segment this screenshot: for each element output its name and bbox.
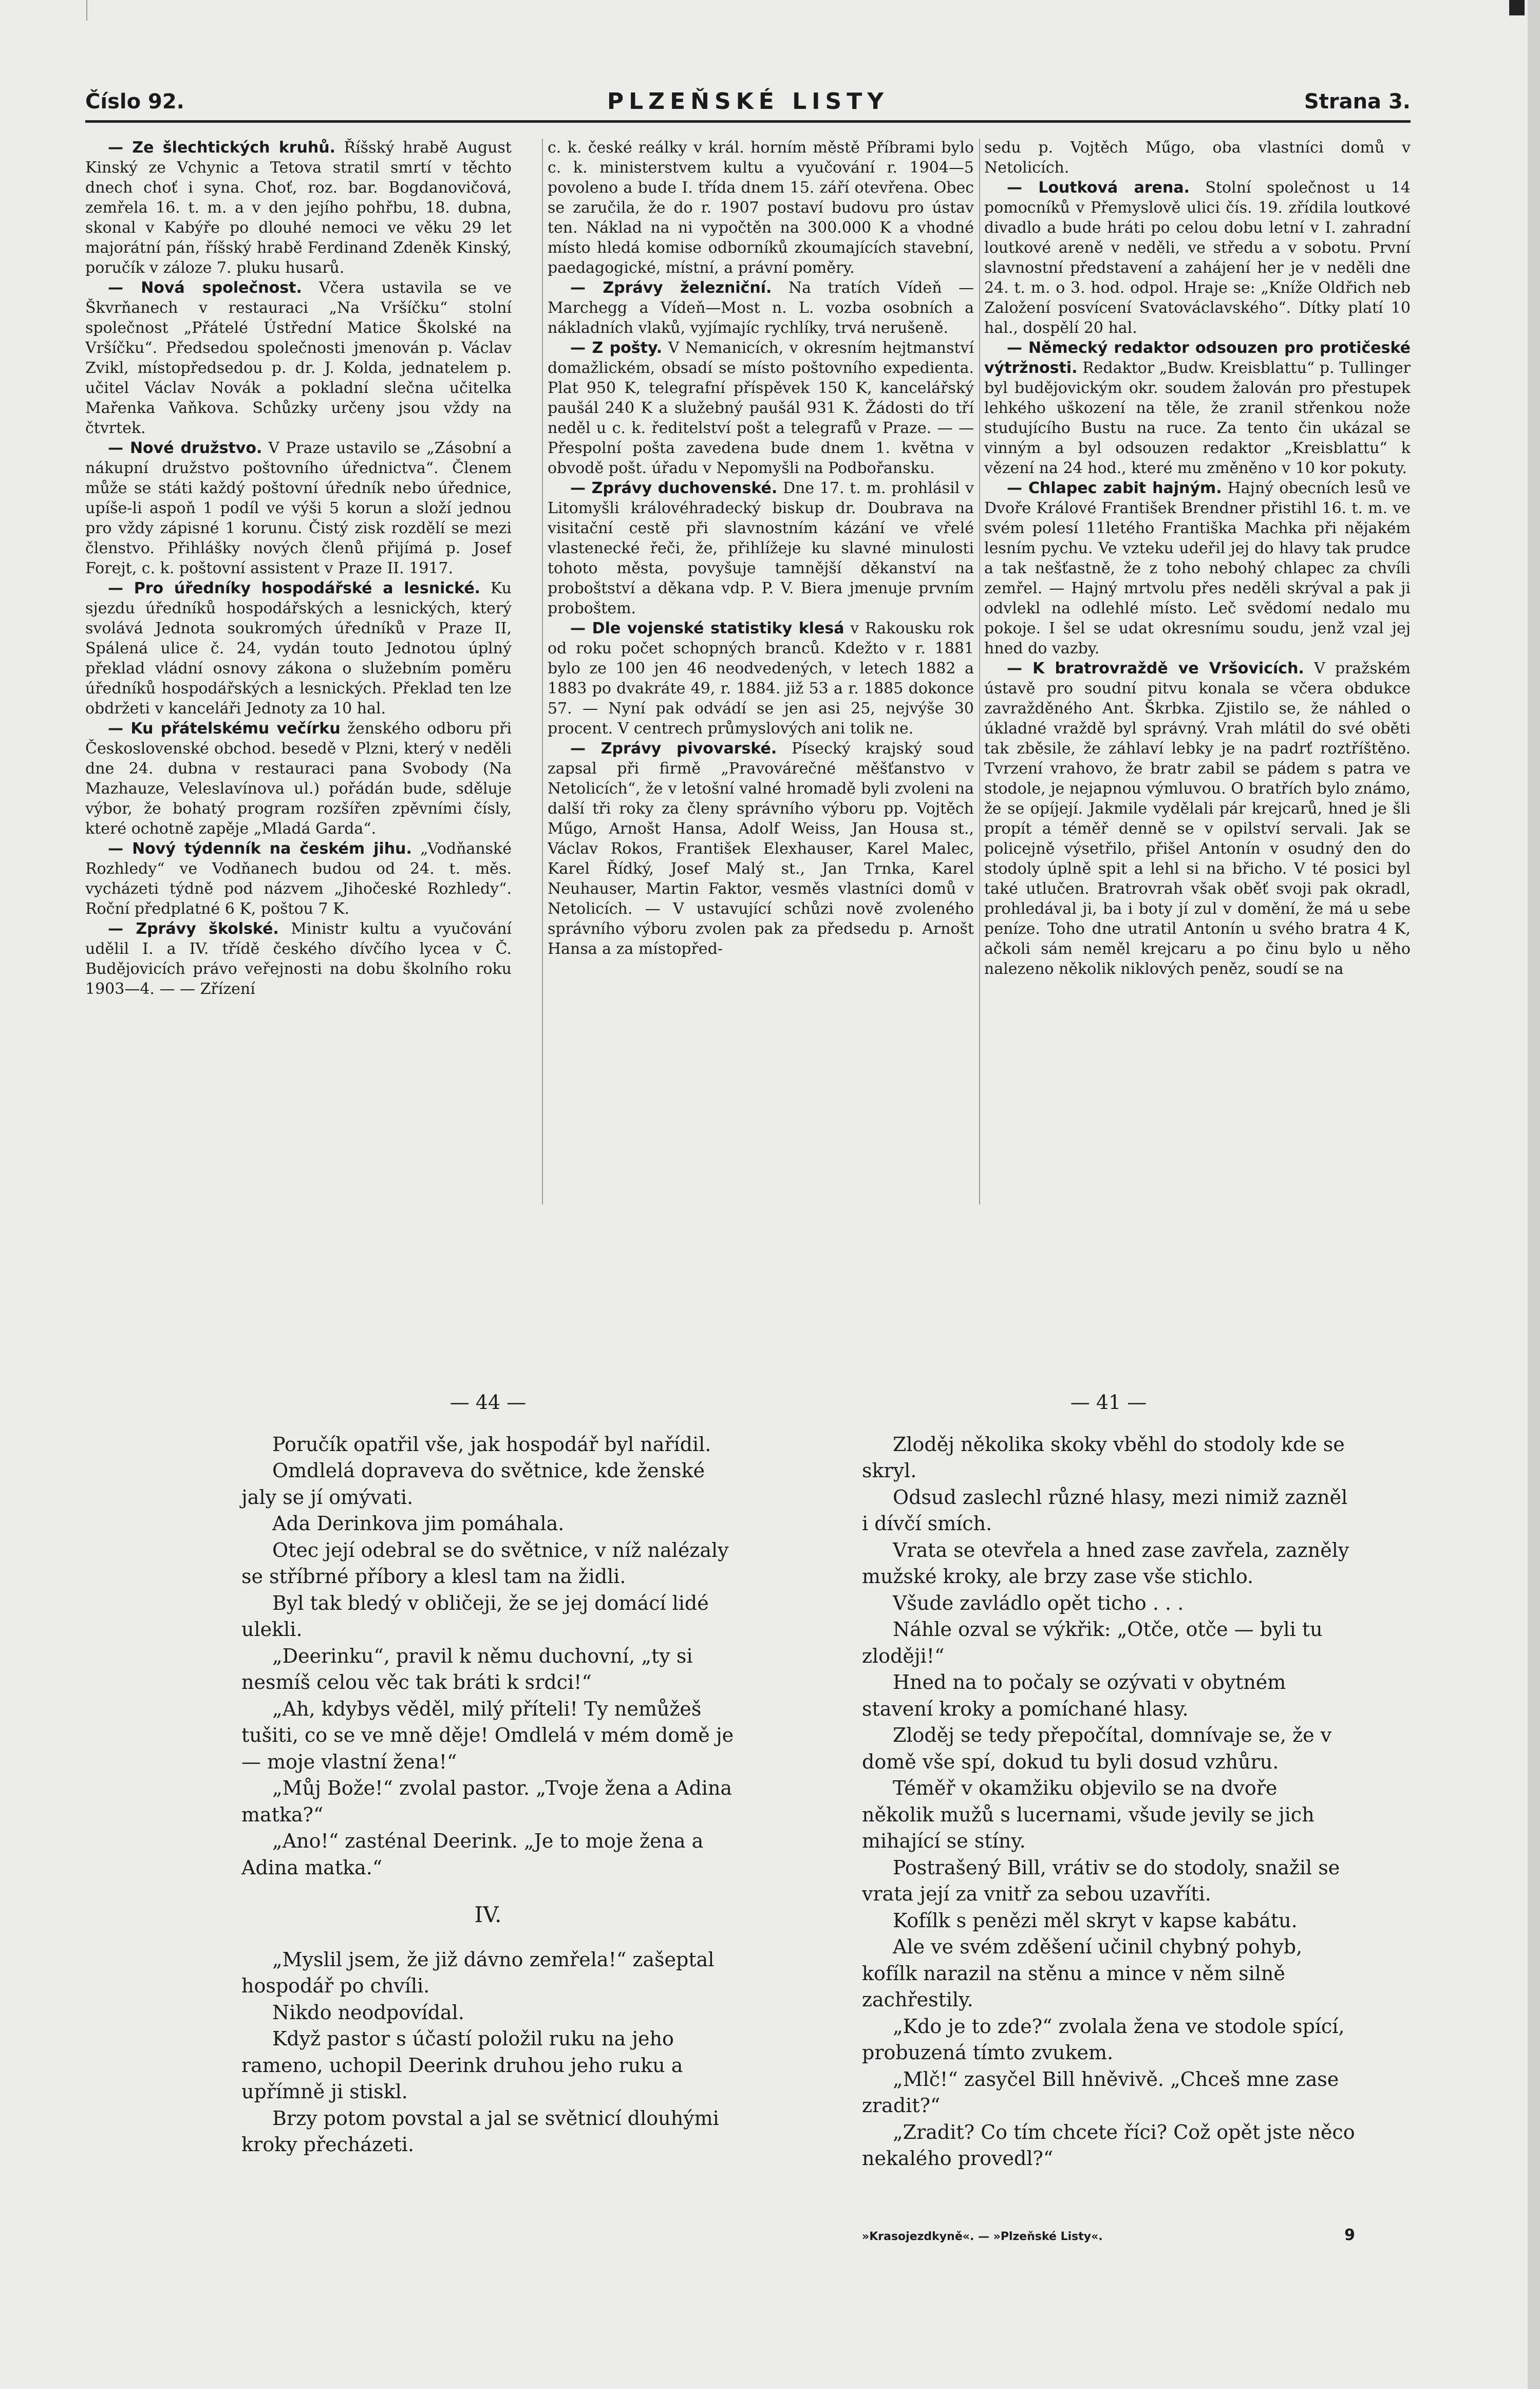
news-article (984, 338, 1411, 478)
article-text: Na tratích Vídeň —Marchegg a Vídeň—Most n. L. vozba osobních a nákladních vlaků, vyjímajíc rychlíky, trvá nerušeně. (548, 279, 974, 337)
article-headline: — Nový týdenník na českém jihu. (108, 840, 412, 858)
article-text: Ministr kultu a vyučování udělil I. a IV. třídě českého dívčího lycea v Č. Budějovicích právo veřejnosti na dobu školního roku 1903—4. — — Zřízení (85, 920, 512, 998)
novel-page-right (862, 1389, 1355, 2172)
novel-footer (862, 2226, 1355, 2247)
issue-number: Číslo 92. (85, 90, 184, 114)
novel-paragraph: Všude zavládlo opět ticho . . . (893, 1591, 1184, 1614)
novel-paragraph: Ada Derinkova jim pomáhala. (272, 1512, 565, 1535)
novel-paragraph: Odsud zaslechl různé hlasy, mezi nimiž zazněl i dívčí smích. (862, 1485, 1348, 1535)
masthead (85, 88, 1411, 115)
article-headline: — Zprávy duchovenské. (570, 479, 778, 497)
news-article (548, 138, 974, 278)
article-headline: — Nové družstvo. (108, 439, 262, 457)
news-article (984, 478, 1411, 659)
news-article (548, 278, 974, 338)
news-column-3 (984, 138, 1411, 1206)
news-article (85, 719, 512, 839)
novel-page-number: — 44 — (449, 1391, 527, 1414)
scan-corner-mark (1509, 0, 1525, 15)
article-text: c. k. české reálky v král. horním městě Příbrami bylo c. k. ministerstvem kultu a vyučování r. 1904—5 povoleno a bude I. třída dnem 15. září otevřena. Obec se zaručila, že do r. 1907 postaví budovu pro ústav ten. Náklad na ni vypočtěn na 300.000 K a vhodné místo hledá komise odborníků zkoumajících stavební, paedagogické, místní, a právní poměry. (548, 139, 974, 277)
article-text: V pražském ústavě pro soudní pitvu konala se včera obdukce zavražděného Ant. Škrbka. Zjistilo se, že náhled o úkladné vraždě byl správný. Vrah mlátil do své oběti tak zběsile, že záhlaví lebky je na padrť roztříštěno. Tvrzení vrahovo, že bratr zabil se pádem s patra ve stodole, je nejapnou výmluvou. O bratřích bylo známo, že se opíjejí. Jakmile vydělali pár krejcarů, hned je šli propít a téměř denně se v opilství servali. Jak se policejně výsetřilo, přišel Antonín v osudný den do stodoly úplně spit a lehl si na břicho. V té posici byl také utlučen. Bratrovrah však oběť svoji pak okradl, prohledával ji, ba i boty jí zul v domění, že má u sebe peníze. Toho dne utratil Antonín u svého bratra 4 K, ačkoli sám neměl krejcaru a po činu bylo u něho nalezeno několik niklových peněz, soudí se na (984, 660, 1411, 978)
novel-paragraph: Nikdo neodpovídal. (272, 2001, 464, 2024)
novel-paragraph: Omdlelá dopraveva do světnice, kde ženské jaly se jí omývati. (241, 1459, 705, 1509)
news-article (548, 618, 974, 739)
article-text: ženského odboru při Československé obchod. besedě v Plzni, který v neděli dne 24. dubna v restauraci pana Svobody (Na Mazhauze, Veleslavínova ul.) pořádán bude, sděluje výbor, že bohatý program rozšířen zpěvními čísly, které ochotně zapěje „Mladá Garda“. (85, 720, 512, 838)
news-article (984, 178, 1411, 338)
news-article (548, 338, 974, 478)
news-article (85, 919, 512, 999)
novel-paragraph: Zloděj se tedy přepočítal, domnívaje se, že v domě vše spí, dokud tu byli dosud vzhůru. (862, 1724, 1332, 1773)
novel-paragraph: „Myslil jsem, že již dávno zemřela!“ zašeptal hospodář po chvíli. (241, 1948, 715, 1997)
novel-paragraph: Ale ve svém zděšení učinil chybný pohyb, kofílk narazil na stěnu a mince v něm silně zachřestily. (862, 1935, 1303, 2011)
novel-paragraph: Hned na to počaly se ozývati v obytném stavení kroky a pomíchané hlasy. (862, 1671, 1286, 1720)
article-text: Říšský hrabě August Kinský ze Vchynic a Tetova stratil smrtí v těchto dnech choť i syna. Choť, roz. bar. Bogdanovičová, zemřela 16. t. m. a v den jejího pohřbu, 18. dubna, skonal v Kabýře po dlouhé nemoci ve věku 29 let majorátní pán, říšský hrabě Ferdinand Zdeněk Kinský, poručík v záloze 7. pluku husarů. (85, 139, 512, 277)
article-headline: — Zprávy železniční. (570, 279, 772, 297)
article-headline: — Ku přátelskému večírku (108, 720, 341, 738)
news-article (984, 138, 1411, 178)
article-text: sedu p. Vojtěch Műgo, oba vlastníci domů v Netolicích. (984, 139, 1411, 177)
novel-source: »Krasojezdkyně«. — »Plzeňské Listy«. (862, 2230, 1103, 2243)
article-headline: — K bratrovraždě ve Vršovicích. (1007, 660, 1304, 678)
column-divider (979, 139, 980, 1205)
article-text: V Praze ustavilo se „Zásobní a nákupní družstvo poštovního úřednictva“. Členem může se státi každý poštovní úředník nebo úřednice, upíše-li aspoň 1 podíl ve výši 5 korun a složí jednou pro vždy zápisné 1 korunu. Čistý zisk rozdělí se mezi členstvo. Přihlášky nových členů přijímá p. Josef Forejt, c. k. poštovní assistent v Praze II. 1917. (85, 439, 512, 577)
novel-page-left (241, 1389, 735, 2158)
novel-paragraph: Vrata se otevřela a hned zase zavřela, zazněly mužské kroky, ale brzy zase vše stichlo. (862, 1538, 1349, 1588)
news-article (85, 138, 512, 278)
novel-paragraph: Zloděj několika skoky vběhl do stodoly kde se skryl. (862, 1433, 1345, 1482)
article-text: Ku sjezdu úředníků hospodářských a lesnických, který svolává Jednota soukromých úředníků v Praze II, Spálená ulice č. 24, vydán touto Jednotou úplný překlad vládní osnovy zákona o služebním poměru úředníků hospodářských a lesnických. Překlad ten lze obdržeti v kanceláři Jednoty za 10 hal. (85, 579, 512, 718)
news-article (85, 839, 512, 919)
novel-paragraphs (862, 1432, 1355, 2172)
article-headline: — Ze šlechtických kruhů. (108, 139, 336, 157)
news-article (85, 578, 512, 719)
article-text: Písecký krajský soud zapsal při firmě „Pravovárečné měšťanstvo v Netolicích“, že v letošní valné hromadě byli zvoleni na další tři roky za členy správního výboru pp. Vojtěch Műgo, Arnošt Hansa, Adolf Weiss, Jan Housa st., Václav Rokos, František Elexhauser, Karel Malec, Karel Řídký, Josef Malý st., Jan Trnka, Karel Neuhauser, Martin Faktor, vesměs vlastníci domů v Netolicích. — V ustavující schůzi nově zvoleného správního výboru zvolen pak za předsedu p. Arnošt Hansa a za místopřed- (548, 740, 974, 958)
novel-paragraph: Náhle ozval se výkřik: „Otče, otče — byli tu zloději!“ (862, 1618, 1323, 1667)
news-article (85, 438, 512, 578)
scan-margin-mark (86, 0, 87, 21)
article-headline: — Zprávy školské. (108, 920, 279, 938)
news-column-1 (85, 138, 512, 1206)
novel-paragraph: Postrašený Bill, vrátiv se do stodoly, snažil se vrata její za vnitř za sebou uzavříti. (862, 1856, 1340, 1905)
novel-paragraph: „Zradit? Co tím chcete říci? Což opět jste něco nekalého provedl?“ (862, 2120, 1355, 2170)
article-headline: — Německý redaktor odsouzen pro protičeské výtržnosti. (984, 339, 1411, 377)
article-headline: — Z pošty. (570, 339, 663, 357)
novel-paragraph: Téměř v okamžiku objevilo se na dvoře několik mužů s lucernami, všude jevily se jich mihající se stíny. (862, 1777, 1314, 1852)
novel-paragraph: „Ah, kdybys věděl, milý příteli! Ty nemůžeš tušiti, co se ve mně děje! Omdlelá v mém domě je — moje vlastní žena!“ (241, 1697, 734, 1773)
novel-paragraph: „Můj Bože!“ zvolal pastor. „Tvoje žena a Adina matka?“ (241, 1777, 733, 1826)
article-headline: — Dle vojenské statistiky klesá (570, 619, 844, 637)
article-text: v Rakousku rok od roku počet schopných branců. Kdežto v r. 1881 bylo ze 100 jen 46 neodvedených, v letech 1882 a 1883 po dvakráte 49, r. 1884. již 53 a r. 1885 dokonce 57. — Nyní pak odvádí se jen asi 25, nejvýše 30 procent. V centrech průmyslových ani tolik ne. (548, 619, 974, 738)
article-headline: — Loutková arena. (1007, 179, 1190, 197)
scan-edge (1528, 0, 1540, 2389)
novel-paragraph: „Ano!“ zasténal Deerink. „Je to moje žena a Adina matka.“ (241, 1830, 704, 1879)
news-article (548, 478, 974, 618)
article-text: „Vodňanské Rozhledy“ ve Vodňanech budou od 24. t. měs. vycházeti týdně pod názvem „Jihočeské Rozhledy“. Roční předplatné 6 K, poštou 7 K. (85, 840, 512, 918)
novel-paragraph: Otec její odebral se do světnice, v níž nalézaly se stříbrné příbory a klesl tam na židli. (241, 1538, 729, 1588)
news-column-2 (548, 138, 974, 1206)
news-article (548, 739, 974, 959)
news-article (85, 278, 512, 438)
novel-paragraphs (241, 1432, 735, 1882)
article-headline: — Zprávy pivovarské. (570, 740, 777, 758)
article-text: V Nemanicích, v okresním hejtmanství domažlickém, obsadí se místo poštovního expedienta. Plat 950 K, telegrafní příspěvek 150 K, kancelářský paušál 240 K a služebný paušál 931 K. Žádosti do tří neděl u c. k. ředitelství pošt a telegrafů v Praze. — — Přespolní pošta zavedena bude dnem 1. května v obvodě pošt. úřadu v Nepomyšli na Podbořansku. (548, 339, 974, 477)
column-divider (542, 139, 543, 1205)
page-number: Strana 3. (1304, 90, 1411, 114)
novel-page-number: — 41 — (1070, 1391, 1147, 1414)
masthead-rule (85, 120, 1411, 123)
article-text: Dne 17. t. m. prohlásil v Litomyšli královéhradecký biskup dr. Doubrava na visitační cestě při slavnostním kázání ve vřelé vlastenecké řeči, že, přihlížeje ku slavné minulosti tohoto města, povyšuje tamnější děkanství na proboštství a děkana vdp. P. V. Biera jmenuje prvním proboštem. (548, 479, 974, 617)
article-text: Redaktor „Budw. Kreisblattu“ p. Tullinger byl budějovickým okr. soudem žalován pro přestupek lehkého uškození na těle, že zranil střenkou nože studujícího Bustu na ruce. Za tento čin ukázal se vinným a byl odsouzen redaktor „Kreisblattu“ k vězení na 24 hod., které mu změněno v 10 kor pokuty. (984, 359, 1411, 477)
novel-paragraph: Byl tak bledý v obličeji, že se jej domácí lidé ulekli. (241, 1591, 709, 1641)
newspaper-title: PLZEŇSKÉ LISTY (607, 88, 889, 115)
novel-paragraph: Brzy potom povstal a jal se světnicí dlouhými kroky přecházeti. (241, 2106, 719, 2156)
printer-signature: 9 (1344, 2226, 1355, 2244)
novel-paragraphs (241, 1947, 735, 2158)
novel-paragraph: „Mlč!“ zasyčel Bill hněvivě. „Chceš mne zase zradit?“ (862, 2067, 1339, 2117)
article-text: Včera ustavila se ve Škvrňanech v restauraci „Na Vršíčku“ stolní společnost „Přátelé Ústřední Matice Školské na Vršíčku“. Předsedou společnosti jmenován p. Václav Zvikl, místopředsedou p. dr. J. Kolda, jednatelem p. učitel Václav Novák a pokladní slečna učitelka Mařenka Vaňkova. Schůzky určeny jsou vždy na čtvrtek. (85, 279, 512, 437)
novel-paragraph: „Deerinku“, pravil k němu duchovní, „ty si nesmíš celou věc tak bráti k srdci!“ (241, 1644, 693, 1694)
news-article (984, 659, 1411, 979)
novel-paragraph: Když pastor s účastí položil ruku na jeho rameno, uchopil Deerink druhou jeho ruku a upřímně ji stiskl. (241, 2027, 683, 2103)
article-headline: — Pro úředníky hospodářské a lesnické. (108, 579, 481, 597)
article-headline: — Chlapec zabit hajným. (1007, 479, 1222, 497)
article-text: Hajný obecních lesů ve Dvoře Králové František Brendner přistihl 16. t. m. ve svém polesí 11letého Františka Machka při nějakém lesním pychu. Ve vzteku udeřil jej do hlavy tak prudce a tak nešťastně, že z toho nebohý chlapec za chvíli zemřel. — Hajný mrtvolu přes neděli skrýval a pak ji odvlekl na odlehlé místo. Leč svědomí nedalo mu pokoje. I šel se udat okresnímu soudu, jenž vzal jej hned do vazby. (984, 479, 1411, 657)
novel-paragraph: Kofílk s penězi měl skryt v kapse kabátu. (893, 1909, 1298, 1932)
novel-paragraph: „Kdo je to zde?“ zvolala žena ve stodole spící, probuzená tímto zvukem. (862, 2015, 1345, 2064)
article-headline: — Nová společnost. (108, 279, 302, 297)
chapter-heading: IV. (474, 1902, 502, 1927)
novel-paragraph: Poručík opatřil vše, jak hospodář byl nařídil. (272, 1433, 711, 1456)
article-text: Stolní společnost u 14 pomocníků v Přemyslově ulici čís. 19. zřídila loutkové divadlo a bude hráti po celou dobu letní v I. zahradní loutkové areně v neděli, ve středu a v sobotu. První slavnostní představení a zahájení her je v neděli dne 24. t. m. o 3. hod. odpol. Hraje se: „Kníže Oldřich neb Založení posvícení Svatováclavského“. Dítky platí 10 hal., dospělí 20 hal. (984, 179, 1411, 337)
